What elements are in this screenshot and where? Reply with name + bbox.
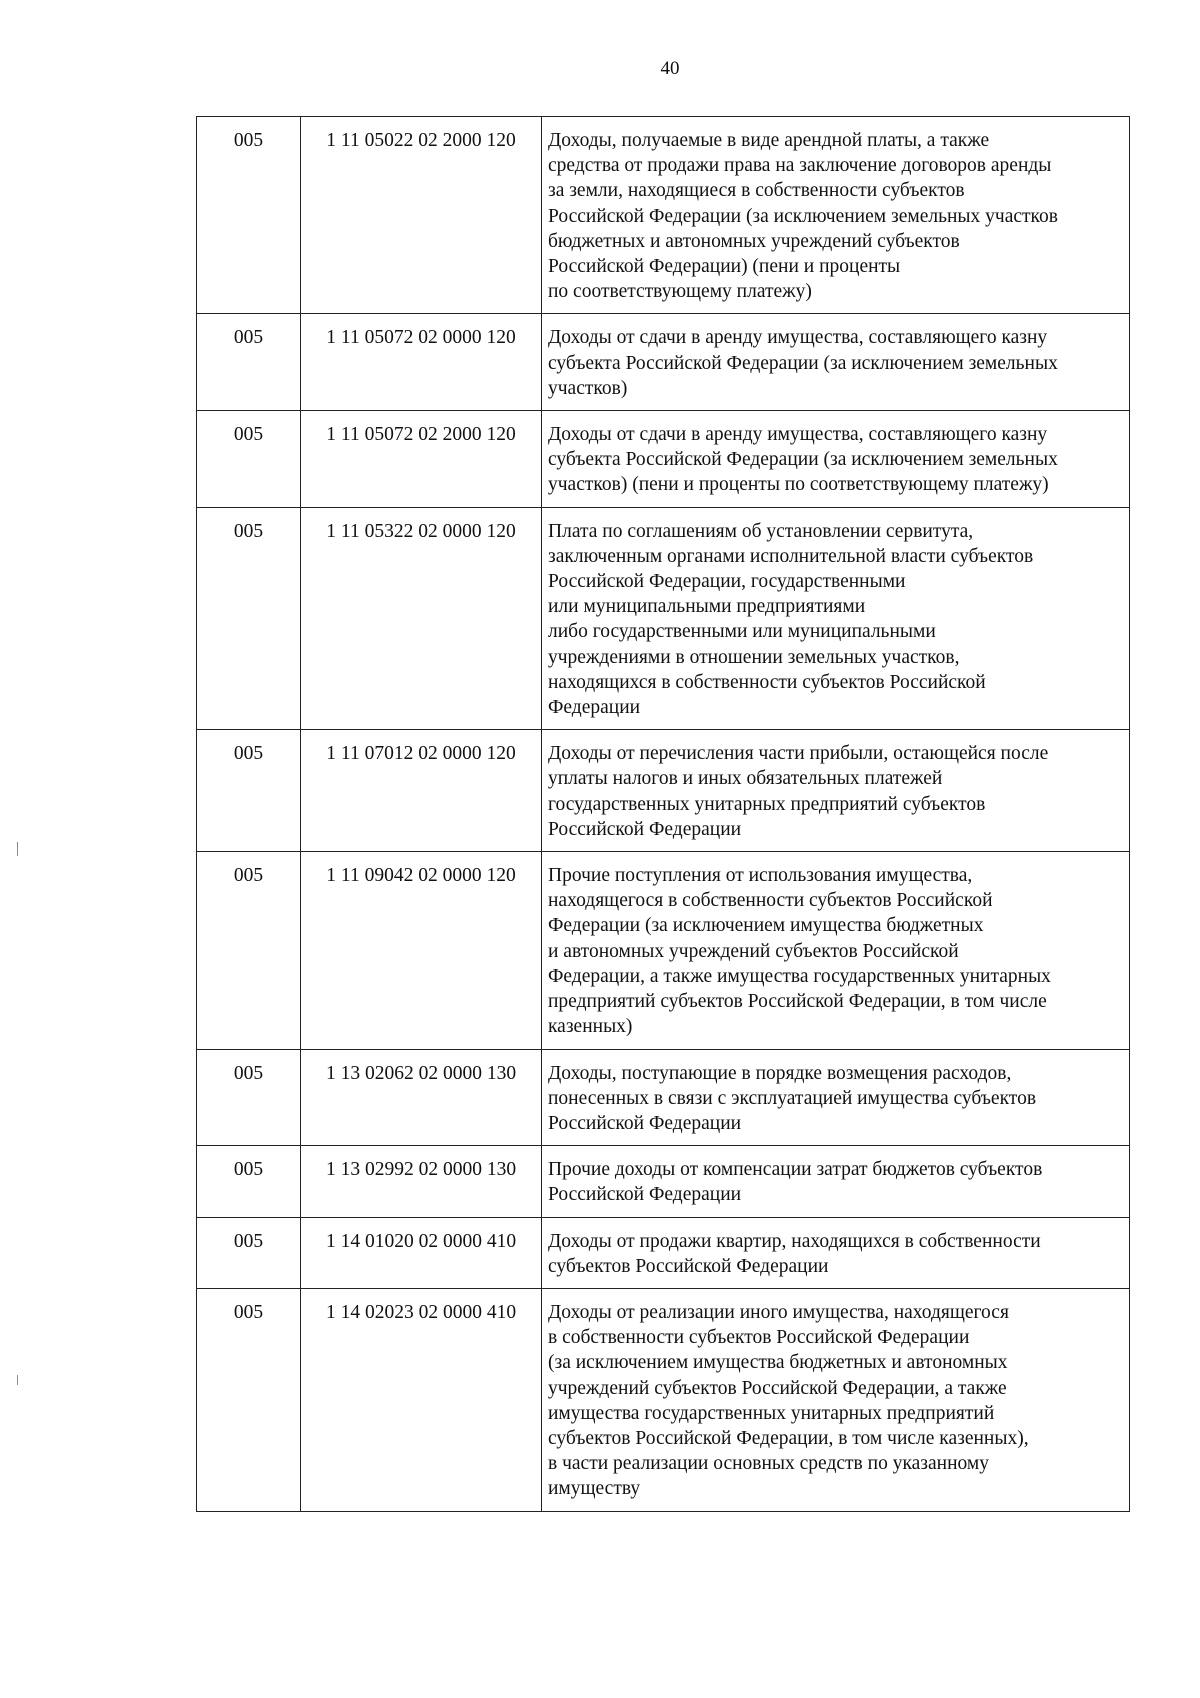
description-line: учреждениями в отношении земельных участков, xyxy=(548,646,960,668)
description-line: Российской Федерации xyxy=(548,818,742,840)
description-cell xyxy=(542,411,1130,508)
description-line: Федерации (за исключением имущества бюджетных xyxy=(548,915,984,937)
description-line: находящегося в собственности субъектов Российской xyxy=(548,890,993,912)
description-line: уплаты налогов и иных обязательных платежей xyxy=(548,768,943,790)
description-line: имущества государственных унитарных предприятий xyxy=(548,1402,995,1424)
admin-code-cell: 005 xyxy=(197,314,301,411)
description-cell xyxy=(542,117,1130,314)
description-line: Российской Федерации (за исключением земельных участков xyxy=(548,205,1058,227)
description-line: Плата по соглашениям об установлении сервитута, xyxy=(548,520,974,542)
budget-code-cell: 1 11 05322 02 0000 120 xyxy=(301,507,542,730)
description-cell xyxy=(542,507,1130,730)
budget-code-cell: 1 11 07012 02 0000 120 xyxy=(301,730,542,852)
description-line: субъектов Российской Федерации xyxy=(548,1255,829,1277)
description-line: Федерации xyxy=(548,697,641,719)
description-line: государственных унитарных предприятий субъектов xyxy=(548,793,986,815)
description-line: Российской Федерации) (пени и проценты xyxy=(548,256,901,278)
description-line: учреждений субъектов Российской Федерации, а также xyxy=(548,1377,1007,1399)
description-line: Российской Федерации xyxy=(548,1112,742,1134)
admin-code-cell: 005 xyxy=(197,730,301,852)
admin-code-cell: 005 xyxy=(197,411,301,508)
table-row xyxy=(197,411,1130,508)
description-line: Прочие поступления от использования имущества, xyxy=(548,865,973,887)
description-cell xyxy=(542,1217,1130,1288)
budget-code-cell: 1 11 05022 02 2000 120 xyxy=(301,117,542,314)
description-line: Доходы от сдачи в аренду имущества, составляющего казну xyxy=(548,327,1048,349)
revenue-codes-table xyxy=(196,116,1130,1512)
table-row xyxy=(197,1146,1130,1217)
description-line: находящихся в собственности субъектов Российской xyxy=(548,671,986,693)
description-line: Доходы, поступающие в порядке возмещения расходов, xyxy=(548,1062,1012,1084)
description-line: предприятий субъектов Российской Федерации, в том числе xyxy=(548,991,1047,1013)
admin-code-cell: 005 xyxy=(197,117,301,314)
description-line: в собственности субъектов Российской Федерации xyxy=(548,1327,970,1349)
budget-code-cell: 1 11 05072 02 2000 120 xyxy=(301,411,542,508)
description-line: Доходы от перечисления части прибыли, остающейся после xyxy=(548,743,1049,765)
description-cell xyxy=(542,852,1130,1049)
budget-code-cell: 1 11 09042 02 0000 120 xyxy=(301,852,542,1049)
description-line: участков) (пени и проценты по соответствующему платежу) xyxy=(548,474,1049,496)
description-cell xyxy=(542,1146,1130,1217)
description-line: заключенным органами исполнительной власти субъектов xyxy=(548,545,1034,567)
table-body xyxy=(197,117,1130,1512)
description-cell xyxy=(542,1288,1130,1511)
table-row xyxy=(197,1288,1130,1511)
table-row xyxy=(197,1049,1130,1146)
budget-code-cell: 1 11 05072 02 0000 120 xyxy=(301,314,542,411)
admin-code-cell: 005 xyxy=(197,507,301,730)
description-line: Прочие доходы от компенсации затрат бюджетов субъектов xyxy=(548,1159,1043,1181)
admin-code-cell: 005 xyxy=(197,1288,301,1511)
description-line: субъектов Российской Федерации, в том числе казенных), xyxy=(548,1427,1029,1449)
admin-code-cell: 005 xyxy=(197,1217,301,1288)
budget-code-cell: 1 14 02023 02 0000 410 xyxy=(301,1288,542,1511)
scan-artifact xyxy=(17,1375,18,1385)
budget-code-cell: 1 13 02992 02 0000 130 xyxy=(301,1146,542,1217)
description-line: Российской Федерации, государственными xyxy=(548,571,906,593)
admin-code-cell: 005 xyxy=(197,1049,301,1146)
page-number: 40 xyxy=(660,58,680,79)
description-line: либо государственными или муниципальными xyxy=(548,621,936,643)
admin-code-cell: 005 xyxy=(197,1146,301,1217)
description-line: в части реализации основных средств по указанному xyxy=(548,1453,989,1475)
description-line: Доходы от реализации иного имущества, находящегося xyxy=(548,1301,1009,1323)
table-row xyxy=(197,1217,1130,1288)
table-row xyxy=(197,730,1130,852)
description-line: участков) xyxy=(548,377,628,399)
table-row xyxy=(197,314,1130,411)
description-line: имуществу xyxy=(548,1478,641,1500)
description-cell xyxy=(542,1049,1130,1146)
table-row xyxy=(197,852,1130,1049)
description-line: (за исключением имущества бюджетных и автономных xyxy=(548,1352,1008,1374)
description-line: или муниципальными предприятиями xyxy=(548,596,866,618)
description-cell xyxy=(542,314,1130,411)
description-line: и автономных учреждений субъектов Российской xyxy=(548,940,959,962)
scan-artifact xyxy=(17,842,18,856)
description-line: средства от продажи права на заключение договоров аренды xyxy=(548,155,1052,177)
description-line: субъекта Российской Федерации (за исключением земельных xyxy=(548,449,1058,471)
description-line: по соответствующему платежу) xyxy=(548,281,812,303)
description-line: понесенных в связи с эксплуатацией имущества субъектов xyxy=(548,1087,1037,1109)
budget-code-cell: 1 14 01020 02 0000 410 xyxy=(301,1217,542,1288)
table-row xyxy=(197,117,1130,314)
budget-code-cell: 1 13 02062 02 0000 130 xyxy=(301,1049,542,1146)
description-line: субъекта Российской Федерации (за исключением земельных xyxy=(548,352,1058,374)
description-line: Российской Федерации xyxy=(548,1184,742,1206)
admin-code-cell: 005 xyxy=(197,852,301,1049)
description-line: казенных) xyxy=(548,1016,633,1038)
description-line: бюджетных и автономных учреждений субъектов xyxy=(548,230,960,252)
description-line: Доходы от сдачи в аренду имущества, составляющего казну xyxy=(548,424,1048,446)
description-line: Федерации, а также имущества государственных унитарных xyxy=(548,965,1051,987)
description-line: за земли, находящиеся в собственности субъектов xyxy=(548,180,965,202)
description-cell xyxy=(542,730,1130,852)
table-row xyxy=(197,507,1130,730)
description-line: Доходы от продажи квартир, находящихся в собственности xyxy=(548,1230,1041,1252)
description-line: Доходы, получаемые в виде арендной платы, а также xyxy=(548,130,990,151)
